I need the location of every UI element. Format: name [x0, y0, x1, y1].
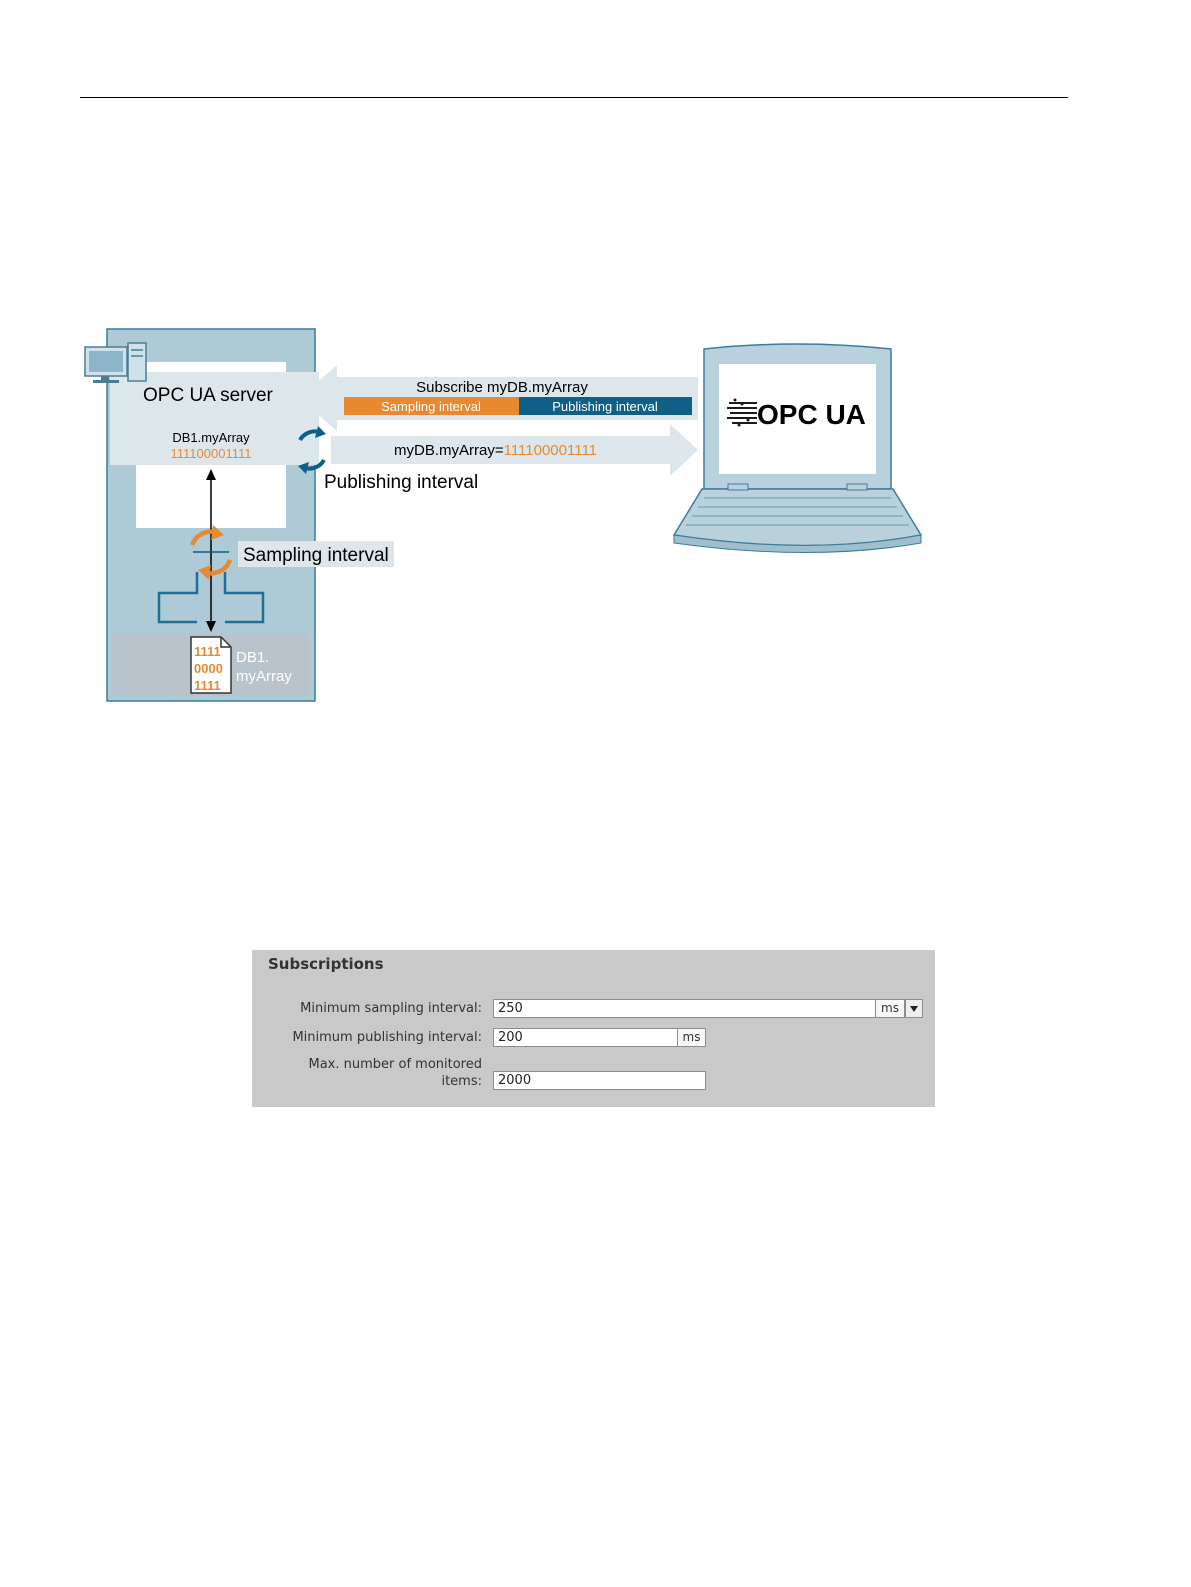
file-label-line1: DB1. [236, 649, 270, 666]
panel-title: Subscriptions [268, 955, 384, 973]
publishing-label: Publishing interval [324, 472, 479, 493]
subscriptions-panel [252, 950, 935, 1107]
min-publishing-input[interactable]: 200 [493, 1028, 678, 1047]
data-file-icon [191, 637, 231, 693]
sampling-bar-label: Sampling interval [381, 399, 481, 414]
min-sampling-input[interactable]: 250 [493, 999, 876, 1018]
min-publishing-label: Minimum publishing interval: [292, 1030, 482, 1045]
server-label: OPC UA server [143, 385, 273, 406]
file-line-3: 1111 [194, 678, 221, 693]
db-value: 111100001111 [170, 446, 252, 461]
max-items-label-line1: Max. number of monitored [308, 1057, 482, 1072]
min-publishing-unit: ms [677, 1028, 706, 1047]
opc-ua-subscription-diagram [0, 0, 1191, 720]
file-line-2: 0000 [194, 661, 223, 676]
response-value: 111100001111 [503, 442, 598, 459]
max-items-input[interactable]: 2000 [493, 1071, 706, 1090]
file-label-line2: myArray [236, 668, 292, 685]
unit-dropdown-button[interactable] [905, 999, 923, 1018]
subscribe-text: Subscribe myDB.myArray [416, 379, 588, 396]
db-name: DB1.myArray [172, 430, 250, 445]
chevron-down-icon [910, 1006, 918, 1012]
min-sampling-unit: ms [875, 999, 905, 1018]
response-prefix: myDB.myArray= [394, 442, 504, 459]
min-sampling-label: Minimum sampling interval: [300, 1001, 482, 1016]
max-items-label-line2: items: [441, 1074, 482, 1089]
publishing-bar-label: Publishing interval [552, 399, 658, 414]
laptop-icon [674, 344, 921, 553]
sampling-label: Sampling interval [243, 545, 389, 566]
logo-text: OPC UA [757, 399, 866, 430]
response-text [394, 442, 597, 459]
file-line-1: 1111 [194, 644, 221, 659]
